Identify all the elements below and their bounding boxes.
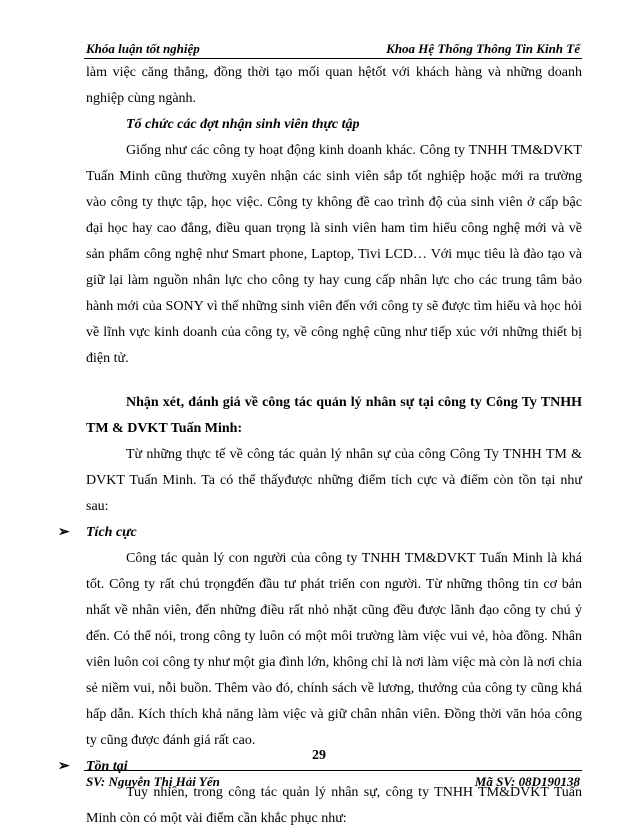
positive-paragraph: Công tác quản lý con người của công ty TNHH TM&DVKT Tuấn Minh là khá tốt. Công ty rất chú trọngđến đầu tư phát triển con người. Từ những thông tin cơ bản nhất về nhân viên, đến những điều rất nhỏ nhặt cũng đều được lãnh đạo công ty chú ý đến. Có thể nói, trong công ty luôn có một môi trường làm việc vui vẻ, hòa đồng. Nhân viên luôn coi công ty như một gia đình lớn, không chỉ là nơi làm việc mà còn là nơi chia sẻ niềm vui, nỗi buồn. Thêm vào đó, chính sách về lương, thưởng của công ty cũng khá hấp dẫn. Kích thích khả năng làm việc và giữ chân nhân viên. Đồng thời văn hóa công ty cũng được đánh giá rất cao.: [86, 551, 582, 748]
header-thesis-label: Khóa luận tốt nghiệp: [86, 41, 200, 56]
footer-student-name: SV: Nguyễn Thị Hải Yến: [86, 774, 220, 789]
bullet-positive: [58, 520, 582, 546]
intro-paragraph: làm việc căng thẳng, đồng thời tạo mối quan hệtốt với khách hàng và những doanh nghiệp cùng ngành.: [86, 65, 582, 106]
page-footer: [84, 770, 582, 791]
section-heading: Nhận xét, đánh giá về công tác quản lý nhân sự tại công ty Công Ty TNHH TM & DVKT Tuấn Minh:: [86, 395, 582, 436]
page-header: [84, 38, 582, 59]
bullet-issues-label: Tồn tại: [86, 759, 128, 774]
arrow-bullet-icon: ➢: [58, 759, 70, 774]
footer-student-id: Mã SV: 08D190138: [474, 774, 580, 789]
arrow-bullet-icon: ➢: [58, 525, 70, 540]
assessment-intro-paragraph: Từ những thực tế về công tác quản lý nhân sự của công Công Ty TNHH TM & DVKT Tuấn Minh. Ta có thể thấyđược những điểm tích cực và điểm còn tồn tại như sau:: [86, 447, 582, 514]
issues-paragraph: Tuy nhiên, trong công tác quản lý nhân sự, công ty TNHH TM&DVKT Tuấn Minh còn có một vài điểm cần khắc phục như:: [86, 785, 582, 826]
internship-paragraph: Giống như các công ty hoạt động kinh doanh khác. Công ty TNHH TM&DVKT Tuấn Minh cũng thường xuyên nhận các sinh viên sắp tốt nghiệp hoặc mới ra trường vào công ty thực tập, học việc. Công ty không đề cao trình độ của sinh viên ở cấp bậc đại học hay cao đẳng, điều quan trọng là sinh viên ham tìm hiểu công nghệ mới và về sản phẩm công nghệ như Smart phone, Laptop, Tivi LCD… Với mục tiêu là đào tạo và giữ lại làm nguồn nhân lực cho công ty hay cung cấp nhân lực cho các trung tâm bảo hành mới của SONY vì thế những sinh viên đến với công ty sẽ được tìm hiểu và học hỏi về lĩnh vực kinh doanh của công ty, về công nghệ cũng như tiếp xúc với những thiết bị điện tử.: [86, 143, 582, 366]
subheading-internship: Tổ chức các đợt nhận sinh viên thực tập: [126, 117, 360, 132]
page-content: [58, 60, 582, 832]
header-faculty-label: Khoa Hệ Thống Thông Tin Kinh Tế: [386, 41, 580, 56]
page-number: 29: [312, 748, 326, 763]
bullet-positive-label: Tích cực: [86, 525, 137, 540]
